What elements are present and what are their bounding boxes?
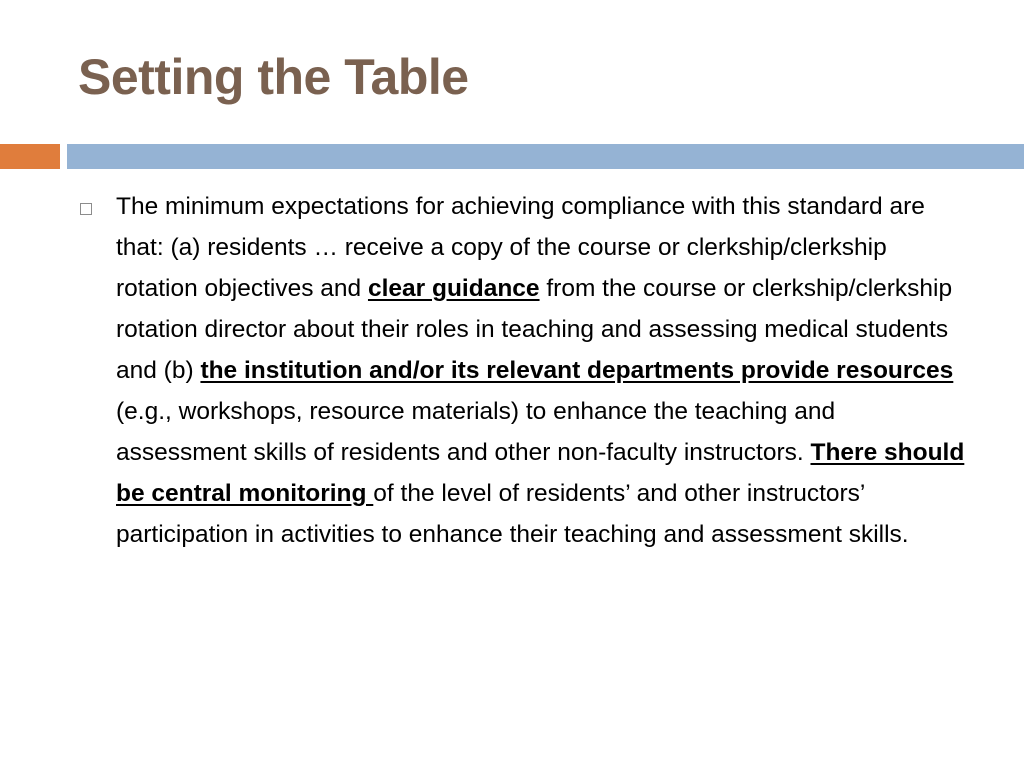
text-segment: (e.g., workshops, resource materials) to enhance the teaching and assessment skills of residents and other non-faculty instructors.	[116, 398, 836, 466]
slide-title: Setting the Table	[78, 49, 469, 105]
text-segment: from the course or clerkship/clerkship rotation director about their roles in teaching and assessing medical students and (b)	[116, 275, 953, 384]
emphasis-clear-guidance: clear guidance	[367, 275, 540, 302]
text-segment: of the level of residents’ and other instructors’ participation in activities to enhance their teaching and assessment skills.	[116, 480, 909, 548]
bullet-paragraph	[116, 186, 966, 555]
emphasis-central-monitoring: There should be central monitoring	[116, 439, 965, 507]
square-bullet-icon	[80, 203, 92, 215]
emphasis-institution-resources: the institution and/or its relevant departments provide resources	[200, 357, 954, 384]
blue-accent-bar	[67, 144, 1024, 169]
text-segment: The minimum expectations for achieving compliance with this standard are that: (a) residents … receive a copy of the course or clerkship/clerkship rotation objectives and	[116, 193, 925, 302]
orange-accent-bar	[0, 144, 60, 169]
